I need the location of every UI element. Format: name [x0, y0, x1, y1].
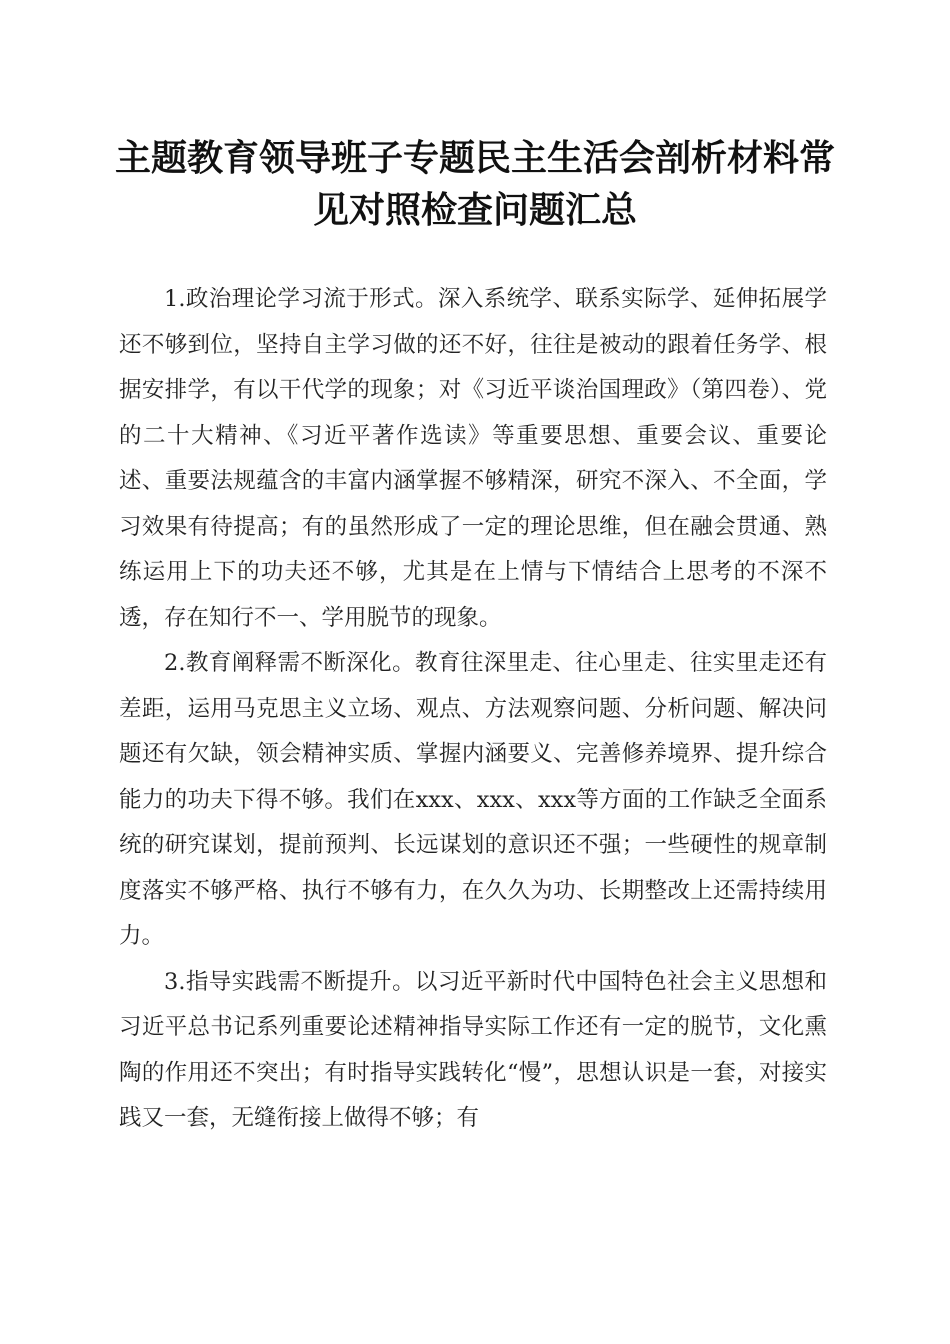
document-title: [100, 132, 850, 236]
paragraph-1: 1.政治理论学习流于形式。深入系统学、联系实际学、延伸拓展学还不够到位，坚持自主学习做的还不好，往往是被动的跟着任务学、根据安排学，有以干代学的现象；对《习近平谈治国理政》（第四卷）、党的二十大精神、《习近平著作选读》等重要思想、重要会议、重要论述、重要法规蕴含的丰富内涵掌握不够精深，研究不深入、不全面，学习效果有待提高；有的虽然形成了一定的理论思维，但在融会贯通、熟练运用上下的功夫还不够，尤其是在上情与下情结合上思考的不深不透，存在知行不一、学用脱节的现象。: [119, 286, 827, 631]
document-body: [119, 277, 827, 1142]
paragraph-3: 3.指导实践需不断提升。以习近平新时代中国特色社会主义思想和习近平总书记系列重要论述精神指导实际工作还有一定的脱节，文化熏陶的作用还不突出；有时指导实践转化“慢”，思想认识是一套，对接实践又一套，无缝衔接上做得不够；有: [119, 968, 827, 1131]
title-line-2: 见对照检查问题汇总: [312, 189, 637, 231]
paragraph-2: 2.教育阐释需不断深化。教育往深里走、往心里走、往实里走还有差距，运用马克思主义立场、观点、方法观察问题、分析问题、解决问题还有欠缺，领会精神实质、掌握内涵要义、完善修养境界、提升综合能力的功夫下得不够。我们在xxx、xxx、xxx等方面的工作缺乏全面系统的研究谋划，提前预判、长远谋划的意识还不强；一些硬性的规章制度落实不够严格、执行不够有力，在久久为功、长期整改上还需持续用力。: [119, 650, 827, 949]
title-line-1: 主题教育领导班子专题民主生活会剖析材料常: [114, 137, 835, 179]
